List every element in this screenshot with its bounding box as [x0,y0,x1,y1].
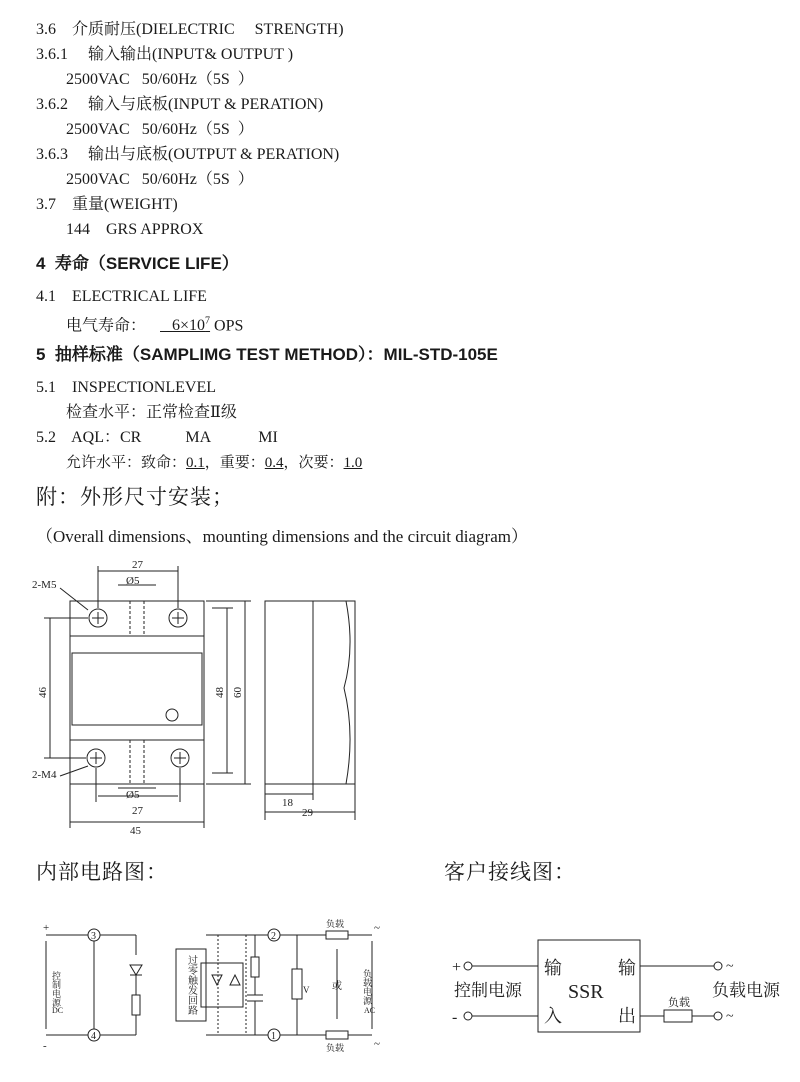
dim-5-bottom: Ø5 [126,789,140,801]
internal-circuit-title: 内部电路图： [36,860,168,884]
section-3-6-2: 3.6.2 输入与底板(INPUT & PERATION) [36,96,324,113]
dim-m5: 2-M5 [32,579,57,591]
ic-v: V [303,985,310,995]
appendix-title: 附：外形尺寸安装； [36,485,234,509]
ic-terminal-2: 2 [271,931,276,942]
section-4-1-value: 电气寿命： $6\times 10^7$ OPS [66,316,244,335]
ic-load-supply: 负载电源 [362,969,372,1005]
wd-control: 控制电源 [454,981,522,1000]
dimension-drawing [30,558,370,840]
section-4-1: 4.1 ELECTRICAL LIFE [36,288,207,305]
ic-terminal-4: 4 [91,1031,96,1042]
dim-27-top: 27 [132,559,143,571]
ic-load-top: 负载 [326,919,345,929]
wd-plus: + [452,959,462,976]
ic-terminal-1: 1 [271,1031,276,1042]
ic-zero-trigger: 过零触发回路 [185,955,197,1015]
section-3-7: 3.7 重量(WEIGHT) [36,196,178,213]
dim-27-bottom: 27 [132,805,143,817]
section-3-6-1-value: 2500VAC 50/60Hz（5S ） [66,71,254,88]
ic-ac: AC [364,1006,376,1015]
ic-tilde-bottom: ~ [374,1038,380,1050]
dim-60: 60 [232,687,244,698]
dim-45: 45 [130,825,141,837]
wiring-diagram [448,930,788,1040]
section-3-6-3-value: 2500VAC 50/60Hz（5S ） [66,171,254,188]
wd-load-supply: 负载电源 [712,981,780,1000]
section-3-6: 3.6 介质耐压(DIELECTRIC STRENGTH) [36,21,344,38]
wd-tilde-top: ~ [726,959,734,974]
ic-dc: DC [52,1006,64,1015]
dim-5-top: Ø5 [126,575,140,587]
wd-out-2: 出 [618,1006,636,1026]
dim-48: 48 [214,687,226,698]
ic-terminal-3: 3 [91,931,96,942]
dim-18: 18 [282,797,293,809]
ic-minus: - [43,1040,47,1052]
ic-load-bottom: 负载 [326,1043,345,1053]
heading-service-life: 4 寿命（SERVICE LIFE） [36,254,239,273]
wiring-diagram-title: 客户接线图： [444,860,576,884]
wd-ssr: SSR [568,981,604,1003]
wd-tilde-bottom: ~ [726,1009,734,1024]
ic-control: 控制电源 [51,971,61,1007]
section-5-2: 5.2 AQL：CR MA MI [36,429,278,446]
section-5-1-value: 检查水平：正常检查Ⅱ级 [66,404,237,421]
section-5-2-value: 允许水平：致命：0.1，重要：0.4，次要：1.0 [66,455,363,471]
internal-circuit-diagram [36,915,386,1055]
ic-tilde-top: ~ [374,922,380,934]
wd-out-1: 输 [618,958,636,978]
wd-load: 负载 [668,997,690,1009]
section-3-6-1: 3.6.1 输入输出(INPUT& OUTPUT ) [36,46,294,63]
heading-sampling: 5 抽样标准（SAMPLIMG TEST METHOD）：MIL-STD-105E [36,345,498,364]
ic-or: 或 [332,981,342,992]
section-3-7-value: 144 GRS APPROX [66,221,204,238]
appendix-subtitle: （Overall dimensions、mounting dimensions and the circuit diagram） [36,527,528,546]
dim-m4: 2-M4 [32,769,57,781]
dim-29: 29 [302,807,313,819]
wd-minus: - [452,1009,458,1026]
section-3-6-3: 3.6.3 输出与底板(OUTPUT & PERATION) [36,146,340,163]
wd-in-2: 入 [544,1006,562,1026]
section-5-1: 5.1 INSPECTIONLEVEL [36,379,216,396]
ic-plus: + [43,922,50,934]
dim-46: 46 [37,687,49,698]
section-3-6-2-value: 2500VAC 50/60Hz（5S ） [66,121,254,138]
wd-in-1: 输 [544,958,562,978]
